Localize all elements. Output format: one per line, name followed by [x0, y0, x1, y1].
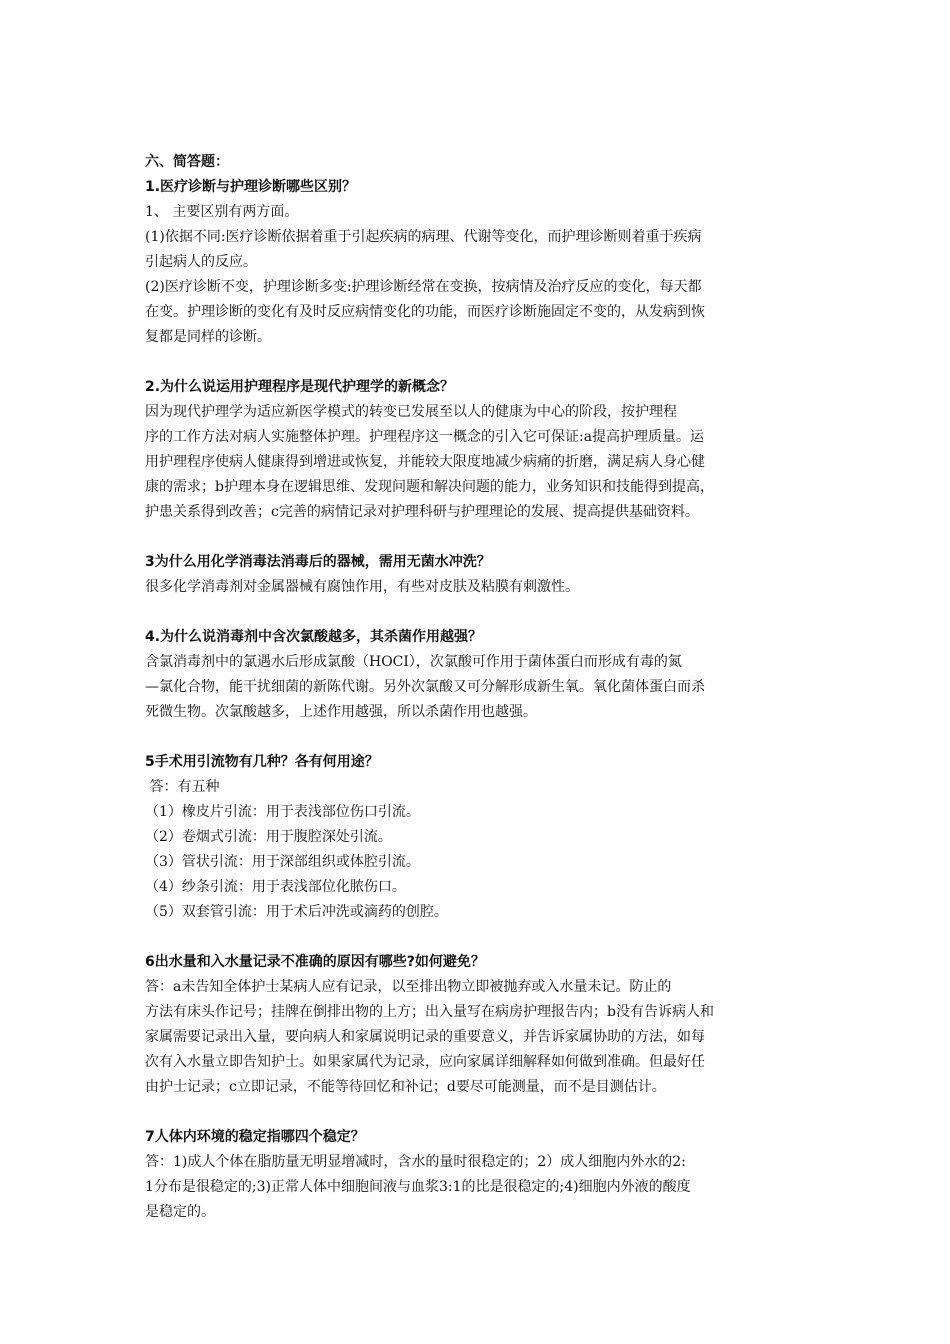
- answer-line: 死微生物。次氯酸越多，上述作用越强，所以杀菌作用也越强。: [145, 704, 537, 720]
- question-7: [145, 1125, 810, 1225]
- answer-line: 答：1)成人个体在脂肪量无明显增减时，含水的量时很稳定的；2）成人细胞内外水的2:: [145, 1154, 686, 1170]
- spacer: [145, 725, 810, 750]
- answer-line: 答：有五种: [145, 779, 220, 795]
- answer-line: 在变。护理诊断的变化有及时反应病情变化的功能，而医疗诊断施固定不变的，从发病到恢: [145, 304, 705, 320]
- question-title: 1.医疗诊断与护理诊断哪些区别？: [145, 179, 357, 195]
- spacer: [145, 600, 810, 625]
- spacer: [145, 525, 810, 550]
- question-5: [145, 750, 810, 925]
- answer-line: 方法有床头作记号；挂牌在倒排出物的上方；出入量写在病房护理报告内；b没有告诉病人和: [145, 1004, 714, 1020]
- answer-line: 康的需求；b护理本身在逻辑思维、发现问题和解决问题的能力，业务知识和技能得到提高，: [145, 479, 714, 495]
- answer-line: （5）双套管引流：用于术后冲洗或滴药的创腔。: [145, 904, 448, 920]
- answer-line: （4）纱条引流：用于表浅部位化脓伤口。: [145, 879, 406, 895]
- answer-line: 由护士记录；c立即记录，不能等待回忆和补记；d要尽可能测量，而不是目测估计。: [145, 1079, 666, 1095]
- answer-line: 次有入水量立即告知护士。如果家属代为记录，应向家属详细解释如何做到准确。但最好任: [145, 1054, 705, 1070]
- answer-line: 很多化学消毒剂对金属器械有腐蚀作用，有些对皮肤及粘膜有刺激性。: [145, 579, 579, 595]
- answer-line: （2）卷烟式引流：用于腹腔深处引流。: [145, 829, 392, 845]
- question-2: [145, 375, 810, 525]
- question-title: 4.为什么说消毒剂中含次氯酸越多，其杀菌作用越强？: [145, 629, 483, 645]
- question-3: [145, 550, 810, 600]
- answer-text: [145, 400, 810, 525]
- question-4: [145, 625, 810, 725]
- question-title: 7人体内环境的稳定指哪四个稳定？: [145, 1129, 365, 1145]
- section-title: 六、简答题：: [145, 154, 229, 170]
- answer-line: 复都是同样的诊断。: [145, 329, 271, 345]
- answer-text: [145, 650, 810, 725]
- answer-text: [145, 200, 810, 350]
- spacer: [145, 925, 810, 950]
- spacer: [145, 1100, 810, 1125]
- answer-line: 引起病人的反应。: [145, 254, 257, 270]
- answer-line: 护患关系得到改善；c完善的病情记录对护理科研与护理理论的发展、提高提供基础资料。: [145, 504, 699, 520]
- question-title: 6出水量和入水量记录不准确的原因有哪些?如何避免？: [145, 954, 485, 970]
- answer-line: （3）管状引流：用于深部组织或体腔引流。: [145, 854, 420, 870]
- answer-line: 1、 主要区别有两方面。: [145, 204, 299, 220]
- answer-line: 家属需要记录出入量，要向病人和家属说明记录的重要意义，并告诉家属协助的方法，如每: [145, 1029, 705, 1045]
- answer-line: 含氯消毒剂中的氯遇水后形成氯酸（HOCI），次氯酸可作用于菌体蛋白而形成有毒的氮: [145, 654, 682, 670]
- answer-line: 答：a未告知全体护士某病人应有记录，以至排出物立即被抛弃或入水量未记。防止的: [145, 979, 672, 995]
- answer-line: 序的工作方法对病人实施整体护理。护理程序这一概念的引入它可保证:a提高护理质量。运: [145, 429, 705, 445]
- answer-text: [145, 575, 810, 600]
- answer-text: [145, 975, 810, 1100]
- answer-text: [145, 1150, 810, 1225]
- answer-line: 1分布是很稳定的;3)正常人体中细胞间液与血浆3:1的比是很稳定的;4)细胞内外液的酸度: [145, 1179, 691, 1195]
- answer-line: —氯化合物，能干扰细菌的新陈代谢。另外次氯酸又可分解形成新生氧。氧化菌体蛋白而杀: [145, 679, 705, 695]
- answer-line: 是稳定的。: [145, 1204, 215, 1220]
- answer-line: (2)医疗诊断不变，护理诊断多变:护理诊断经常在变换，按病情及治疗反应的变化，每天都: [145, 279, 702, 295]
- spacer: [145, 350, 810, 375]
- question-1: [145, 175, 810, 350]
- answer-text: [145, 775, 810, 925]
- question-title: 5手术用引流物有几种？各有何用途？: [145, 754, 379, 770]
- question-title: 3为什么用化学消毒法消毒后的器械，需用无菌水冲洗？: [145, 554, 491, 570]
- question-6: [145, 950, 810, 1100]
- answer-line: 用护理程序使病人健康得到增进或恢复，并能较大限度地减少病痛的折磨，满足病人身心健: [145, 454, 705, 470]
- answer-line: （1）橡皮片引流：用于表浅部位伤口引流。: [145, 804, 420, 820]
- question-title: 2.为什么说运用护理程序是现代护理学的新概念？: [145, 379, 455, 395]
- answer-line: 因为现代护理学为适应新医学模式的转变已发展至以人的健康为中心的阶段，按护理程: [145, 404, 677, 420]
- answer-line: (1)依据不同:医疗诊断依据着重于引起疾病的病理、代谢等变化，而护理诊断则着重于疾病: [145, 229, 702, 245]
